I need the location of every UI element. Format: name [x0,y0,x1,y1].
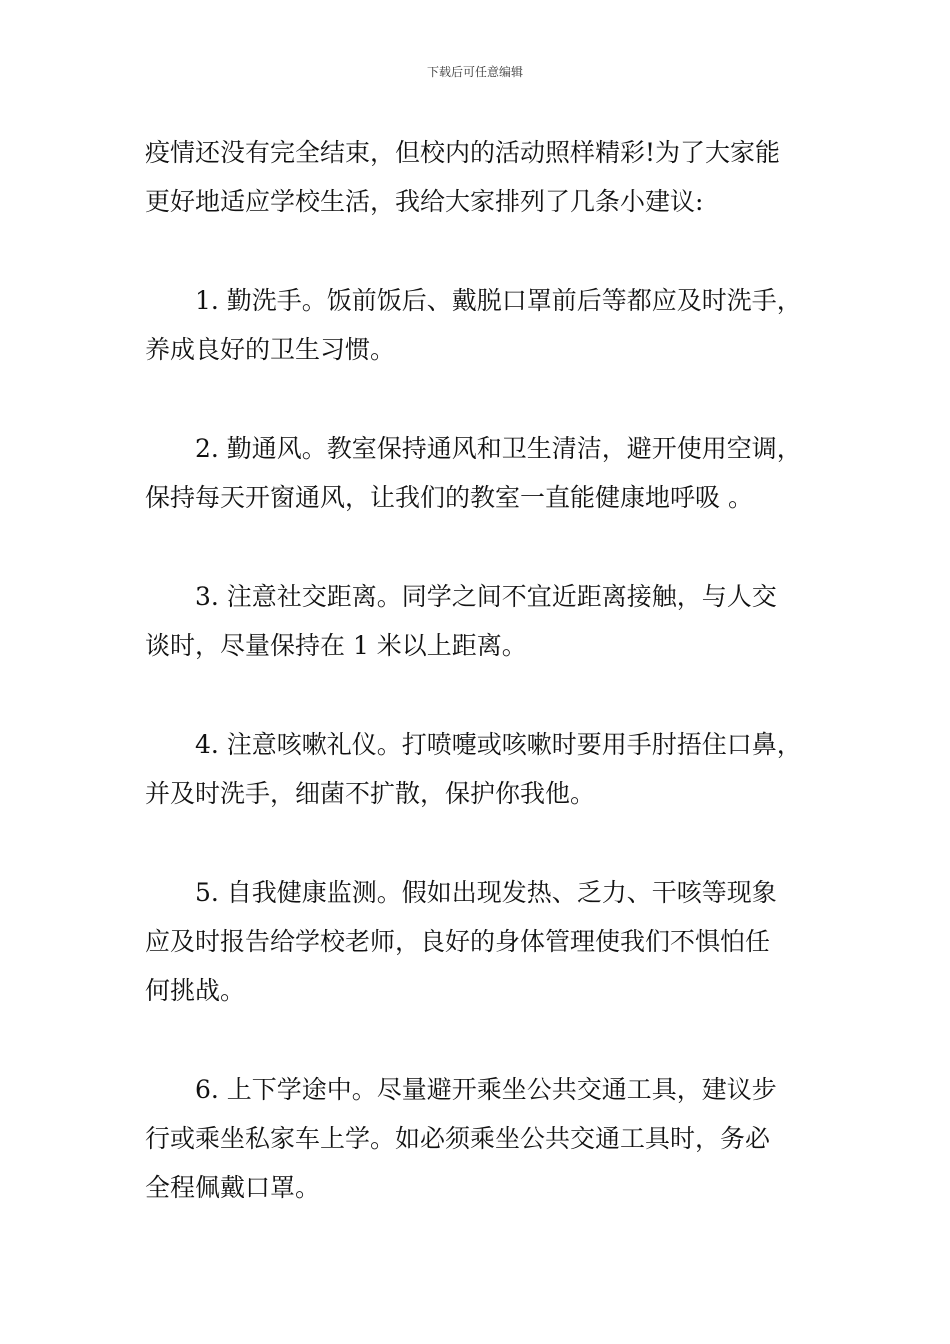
text-line: 并及时洗手，细菌不扩散，保护你我他。 [145,779,596,808]
text-line: 2. 勤通风。教室保持通风和卫生清洁，避开使用空调， [195,434,802,463]
suggestion-item-1 [145,276,835,374]
page-header-note: 下载后可任意编辑 [426,65,523,79]
text-line: 养成良好的卫生习惯。 [145,335,396,364]
text-line: 全程佩戴口罩。 [145,1173,321,1202]
text-line: 3. 注意社交距离。同学之间不宜近距离接触，与人交 [195,582,777,611]
text-line: 5. 自我健康监测。假如出现发热、乏力、干咳等现象 [195,878,777,907]
suggestion-item-6 [145,1065,835,1212]
suggestion-item-2 [145,424,835,522]
suggestion-item-4 [145,720,835,818]
text-line: 更好地适应学校生活，我给大家排列了几条小建议: [145,187,704,216]
text-line: 行或乘坐私家车上学。如必须乘坐公共交通工具时，务必 [145,1124,771,1153]
document-body [145,128,835,1212]
suggestion-item-3 [145,572,835,670]
text-line: 应及时报告给学校老师，良好的身体管理使我们不惧怕任 [145,927,771,956]
text-line: 谈时，尽量保持在 1 米以上距离。 [145,631,527,660]
text-line: 保持每天开窗通风，让我们的教室一直能健康地呼吸 。 [145,483,753,512]
text-line: 4. 注意咳嗽礼仪。打喷嚏或咳嗽时要用手肘捂住口鼻， [195,730,802,759]
text-line: 1. 勤洗手。饭前饭后、戴脱口罩前后等都应及时洗手， [195,286,802,315]
suggestion-item-5 [145,868,835,1015]
text-line: 疫情还没有完全结束，但校内的活动照样精彩!为了大家能 [145,138,781,167]
text-line: 6. 上下学途中。尽量避开乘坐公共交通工具，建议步 [195,1075,777,1104]
intro-paragraph [145,128,835,226]
text-line: 何挑战。 [145,976,246,1005]
